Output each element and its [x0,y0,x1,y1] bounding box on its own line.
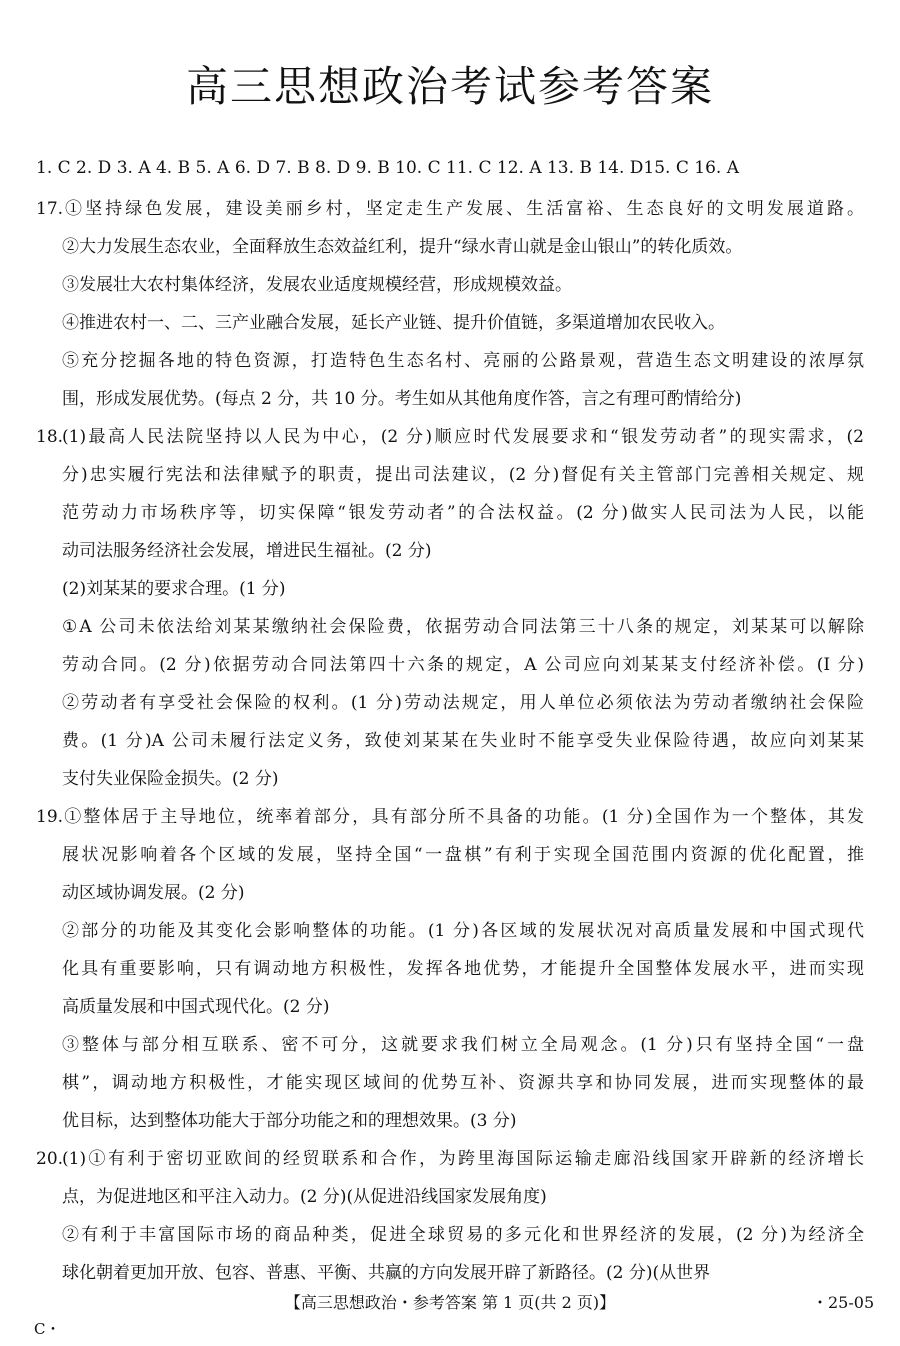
answer-line: 点，为促进地区和平注入动力。(2 分)(从促进沿线国家发展角度) [62,1187,547,1207]
answer-line: ④推进农村一、二、三产业融合发展，延长产业链、提升价值链，多渠道增加农民收入。 [62,313,725,333]
answer-line: 化具有重要影响，只有调动地方积极性，发挥各地优势，才能提升全国整体发展水平，进而实现 [62,959,864,979]
question-number: 19. [36,807,64,827]
answer-line: 19.①整体居于主导地位，统率着部分，具有部分所不具备的功能。(1 分)全国作为一个整体，其发 [36,798,864,836]
answer-line: 20.(1)①有利于密切亚欧间的经贸联系和合作，为跨里海国际运输走廊沿线国家开辟新的经济增长 [36,1140,864,1178]
answer-line: 球化朝着更加开放、包容、普惠、平衡、共赢的方向发展开辟了新路径。(2 分)(从世界 [62,1263,711,1283]
answer-line: 支付失业保险金损失。(2 分) [62,769,279,789]
answer-line: 动区域协调发展。(2 分) [62,883,245,903]
answer-line: 18.(1)最高人民法院坚持以人民为中心，(2 分)顺应时代发展要求和“银发劳动者”的现实需求，(2 [36,418,864,456]
question-17 [36,190,864,418]
answer-line: 分)忠实履行宪法和法律赋予的职责，提出司法建议，(2 分)督促有关主管部门完善相关规定、规 [62,465,864,485]
question-number: 20. [36,1149,64,1169]
answer-content [36,190,864,1292]
answer-line: ②有利于丰富国际市场的商品种类，促进全球贸易的多元化和世界经济的发展，(2 分)为经济全 [62,1225,864,1245]
answer-line: 范劳动力市场秩序等，切实保障“银发劳动者”的合法权益。(2 分)做实人民司法为人民，以能 [62,503,864,523]
choice-answers: 1. C 2. D 3. A 4. B 5. A 6. D 7. B 8. D 9. B 10. C 11. C 12. A 13. B 14. D15. C 16. A [36,158,739,178]
answer-line: ③整体与部分相互联系、密不可分，这就要求我们树立全局观念。(1 分)只有坚持全国“一盘 [62,1035,864,1055]
footer-page-info: 【高三思想政治・参考答案 第 1 页(共 2 页)】 [284,1293,616,1312]
answer-line: ②部分的功能及其变化会影响整体的功能。(1 分)各区域的发展状况对高质量发展和中国式现代 [62,921,864,941]
answer-line: (2)刘某某的要求合理。(1 分) [62,579,286,599]
answer-line: 优目标，达到整体功能大于部分功能之和的理想效果。(3 分) [62,1111,517,1131]
answer-line: 动司法服务经济社会发展，增进民生福祉。(2 分) [62,541,432,561]
answer-line: ②劳动者有享受社会保险的权利。(1 分)劳动法规定，用人单位必须依法为劳动者缴纳社会保险 [62,693,864,713]
answer-line: 费。(1 分)A 公司未履行法定义务，致使刘某某在失业时不能享受失业保险待遇，故应向刘某某 [62,731,864,751]
answer-line: ②大力发展生态农业，全面释放生态效益红利，提升“绿水青山就是金山银山”的转化质效。 [62,237,743,257]
answer-line: 展状况影响着各个区域的发展，坚持全国“一盘棋”有利于实现全国范围内资源的优化配置，推 [62,845,864,865]
answer-line: ①A 公司未依法给刘某某缴纳社会保险费，依据劳动合同法第三十八条的规定，刘某某可以解除 [62,617,864,637]
corner-mark: C・ [34,1320,61,1338]
answer-line: 高质量发展和中国式现代化。(2 分) [62,997,330,1017]
question-18 [36,418,864,798]
answer-line: 劳动合同。(2 分)依据劳动合同法第四十六条的规定，A 公司应向刘某某支付经济补偿。(I 分) [62,655,864,675]
answer-line: 围，形成发展优势。(每点 2 分，共 10 分。考生如从其他角度作答，言之有理可酌情给分) [62,389,742,409]
question-20 [36,1140,864,1292]
answer-line: ⑤充分挖掘各地的特色资源，打造特色生态名村、亮丽的公路景观，营造生态文明建设的浓厚氛 [62,351,864,371]
question-number: 17. [36,199,64,219]
page-title: 高三思想政治考试参考答案 [185,62,714,111]
question-19 [36,798,864,1140]
answer-line: 棋”，调动地方积极性，才能实现区域间的优势互补、资源共享和协同发展，进而实现整体的最 [62,1073,864,1093]
footer-code: ・25-05 [812,1293,875,1312]
question-number: 18. [36,427,64,447]
answer-line: ③发展壮大农村集体经济，发展农业适度规模经营，形成规模效益。 [62,275,572,295]
answer-line: 17.①坚持绿色发展，建设美丽乡村，坚定走生产发展、生活富裕、生态良好的文明发展道路。 [36,190,864,228]
